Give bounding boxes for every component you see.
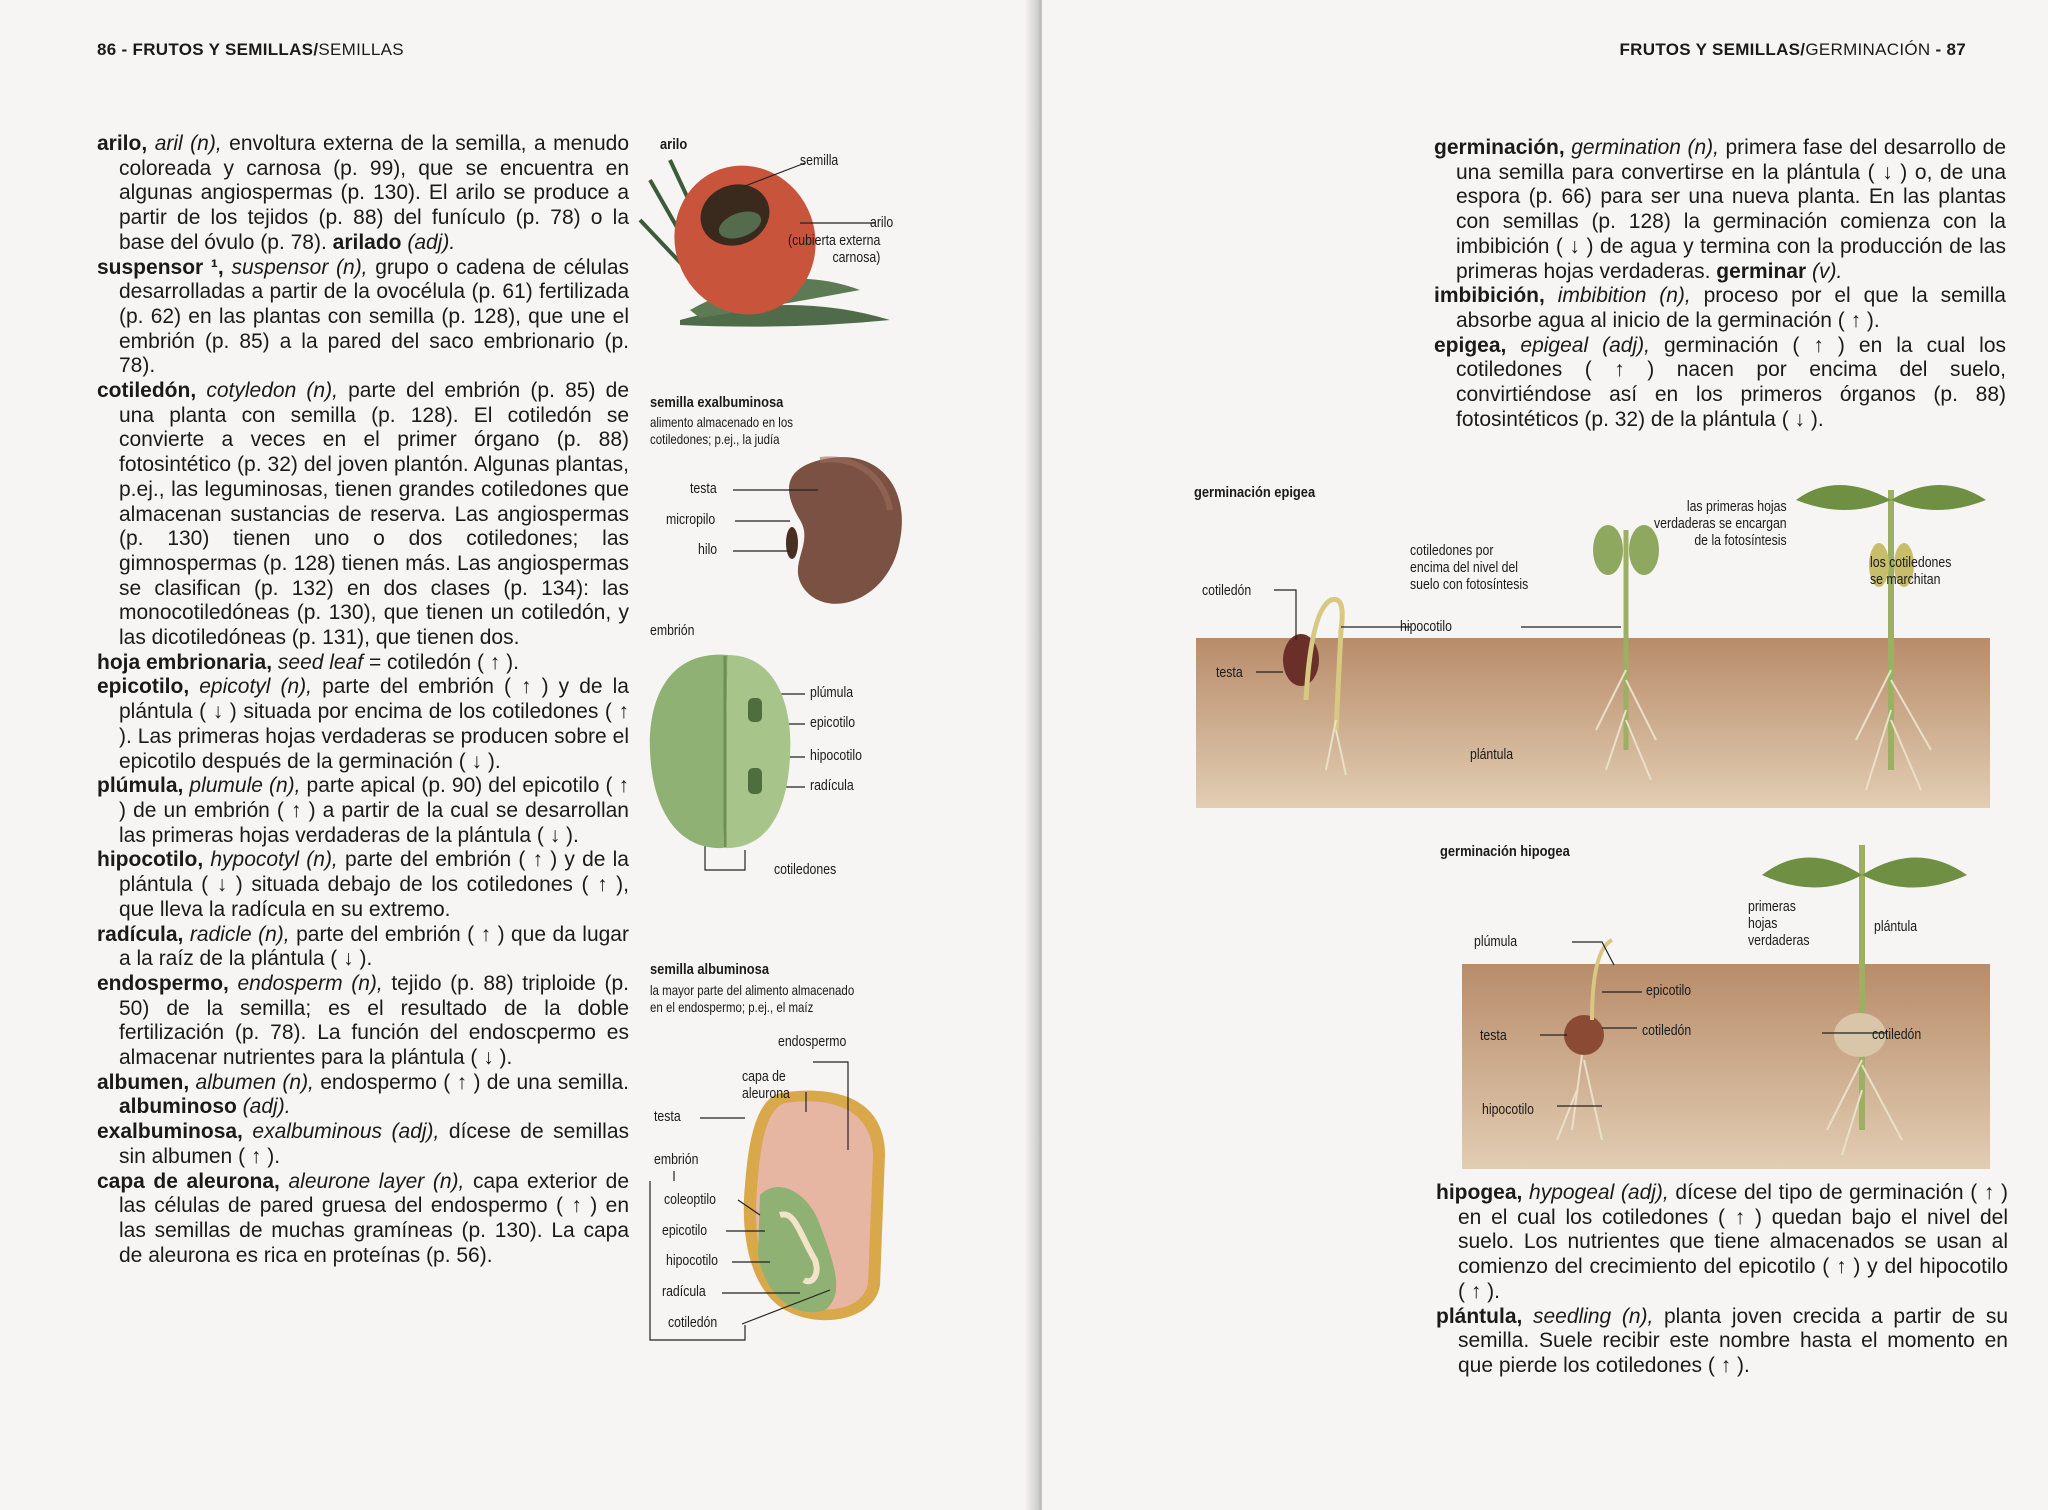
label-testa: testa bbox=[690, 480, 717, 497]
entry-term: suspensor ¹, bbox=[97, 255, 224, 279]
label-hipogea-hipocotilo: hipocotilo bbox=[1482, 1101, 1534, 1118]
running-head-left: 86 - FRUTOS Y SEMILLAS/SEMILLAS bbox=[97, 40, 404, 59]
entry-english-term: exalbuminous (adj), bbox=[252, 1120, 440, 1144]
label-cotiledon-maiz: cotiledón bbox=[668, 1314, 718, 1331]
glossary-entry bbox=[1434, 284, 2006, 333]
fig-albuminosa-title: semilla albuminosa bbox=[650, 961, 770, 978]
label-hipogea-cotiledon: cotiledón bbox=[1642, 1022, 1692, 1039]
fig-albuminosa-caption: la mayor parte del alimento almacenado en el endospermo; p.ej., el maíz bbox=[650, 982, 855, 1015]
fig-exalbuminosa-caption: alimento almacenado en los cotiledones; p.ej., la judía bbox=[650, 414, 793, 447]
label-epigea-primeras-hojas: las primeras hojas verdaderas se encargan de la fotosíntesis bbox=[1654, 498, 1787, 549]
entry-term: endospermo, bbox=[97, 971, 229, 995]
entry-derived-term: germinar bbox=[1716, 259, 1807, 283]
label-hipogea-primeras-hojas: primeras hojas verdaderas bbox=[1748, 898, 1810, 949]
label-embrion-maiz: embrión bbox=[654, 1151, 699, 1168]
subsection-title: SEMILLAS bbox=[318, 40, 404, 59]
label-epigea-cotiledon: cotiledón bbox=[1202, 582, 1252, 599]
entry-definition: proceso por el que la semilla absorbe agua al inicio de la germinación ( ↑ ). bbox=[1456, 284, 2006, 332]
entry-definition: = cotiledón ( ↑ ). bbox=[363, 650, 519, 674]
entry-definition: parte del embrión (p. 85) de una planta con semilla (p. 128). El cotiledón se convierte a veces en el primer órgano (p. 88) fotosintético (p. 32) del joven plantón. Algunas plantas, p.ej., las leguminosas, tienen grandes cotiledones que almacenan sustancias de reserva. Las angiospermas (p. 130) tienen uno o dos cotiledones; las gimnospermas (p. 128) tienen más. Las angiospermas se clasifican (p. 132) en dos clases (p. 134): las monocotiledóneas (p. 130), que tienen un cotiledón, y las dicotiledóneas (p. 131), que tienen dos. bbox=[119, 379, 629, 650]
entry-english-term: aleurone layer (n), bbox=[288, 1169, 465, 1193]
entry-english-term: hypocotyl (n), bbox=[210, 848, 338, 872]
entry-definition: tejido (p. 88) triploide (p. 50) de la semilla; es el resultado de la doble fertilización (p. 78). La función del endoscpermo es almacenar nutrientes para la plántula ( ↓ ). bbox=[119, 971, 629, 1070]
entry-english-term: seedling (n), bbox=[1532, 1304, 1654, 1328]
glossary-column-right-bottom bbox=[1436, 1181, 2008, 1379]
right-page bbox=[1042, 0, 2048, 1510]
label-hipogea-plumula: plúmula bbox=[1474, 933, 1518, 950]
entry-derived-pos: (adj). bbox=[401, 230, 456, 254]
label-radicula-maiz: radícula bbox=[662, 1283, 706, 1300]
entry-english-term: seed leaf bbox=[277, 650, 364, 674]
label-arilo-note: (cubierta externa carnosa) bbox=[788, 232, 881, 266]
fig-exalbuminosa-title: semilla exalbuminosa bbox=[650, 394, 784, 411]
glossary-entry bbox=[1434, 136, 2006, 284]
label-cotiledones: cotiledones bbox=[774, 861, 837, 878]
label-arilo: arilo bbox=[870, 214, 894, 231]
entry-english-term: suspensor (n), bbox=[231, 255, 368, 279]
entry-definition: parte del embrión ( ↑ ) que da lugar a la raíz de la plántula ( ↓ ). bbox=[119, 922, 629, 971]
entry-definition: parte apical (p. 90) del epicotilo ( ↑ ) de un embrión ( ↑ ) a partir de la cual se desarrollan las primeras hojas verdaderas de la plántula ( ↓ ). bbox=[119, 774, 629, 847]
label-hipocotilo: hipocotilo bbox=[810, 747, 862, 764]
glossary-entry bbox=[1434, 334, 2006, 433]
entry-definition: envoltura externa de la semilla, a menudo coloreada y carnosa (p. 99), que se encuentra en algunas angiospermas (p. 130). El arilo se produce a partir de los tejidos (p. 88) del funículo (p. 78) o la base del óvulo (p. 78). bbox=[119, 132, 629, 254]
subsection-title-right: GERMINACIÓN bbox=[1805, 40, 1931, 59]
entry-english-term: imbibition (n), bbox=[1557, 284, 1691, 308]
label-embrion: embrión bbox=[650, 622, 695, 639]
fig-hipogea-title: germinación hipogea bbox=[1440, 843, 1570, 860]
label-epigea-cotiledones-encima: cotiledones por encima del nivel del suelo con fotosíntesis bbox=[1410, 542, 1529, 593]
label-hipogea-testa: testa bbox=[1480, 1027, 1507, 1044]
page-number: 86 bbox=[97, 40, 117, 59]
entry-definition: grupo o cadena de células desarrolladas a partir de la ovocélula (p. 61) fertilizada (p. 62) en las plantas con semilla (p. 128), que une el embrión (p. 85) a la pared del saco embrionario (p. 78). bbox=[119, 255, 630, 378]
label-epigea-marchitan: los cotiledones se marchitan bbox=[1870, 554, 1952, 588]
entry-term: hipocotilo, bbox=[97, 848, 204, 872]
entry-definition: parte del embrión ( ↑ ) y de la plántula ( ↓ ) situada por encima de los cotiledones ( ↑ ). Las primeras hojas verdaderas se producen sobre el epicotilo después de la germinación ( ↓ ). bbox=[119, 675, 629, 773]
entry-term: hipogea, bbox=[1436, 1181, 1523, 1204]
entry-derived-pos: (v). bbox=[1806, 259, 1843, 283]
label-hipogea-plantula: plántula bbox=[1874, 918, 1918, 935]
entry-definition: parte del embrión ( ↑ ) y de la plántula ( ↓ ) situada debajo de los cotiledones ( ↑ ), que lleva la radícula en su extremo. bbox=[119, 848, 629, 921]
fig-epigea-title: germinación epigea bbox=[1194, 484, 1316, 501]
page-number-right: 87 bbox=[1946, 40, 1966, 59]
label-epigea-hipocotilo: hipocotilo bbox=[1400, 618, 1452, 635]
label-testa-maiz: testa bbox=[654, 1108, 681, 1125]
label-hilo: hilo bbox=[698, 541, 718, 558]
entry-derived-pos: (adj). bbox=[236, 1095, 291, 1119]
entry-english-term: germination (n), bbox=[1571, 136, 1719, 159]
entry-definition: capa exterior de las células de pared gruesa del endospermo ( ↑ ) en las semillas de muchas gramíneas (p. 130). La capa de aleurona es rica en proteínas (p. 56). bbox=[119, 1169, 630, 1267]
entry-term: epicotilo, bbox=[97, 675, 190, 699]
glossary-entry bbox=[1436, 1181, 2008, 1305]
entry-english-term: radicle (n), bbox=[189, 922, 290, 946]
label-hipogea-epicotilo: epicotilo bbox=[1646, 982, 1692, 999]
entry-english-term: hypogeal (adj), bbox=[1529, 1181, 1669, 1204]
entry-derived-term: arilado bbox=[332, 230, 402, 254]
label-epicotilo-maiz: epicotilo bbox=[662, 1222, 708, 1239]
entry-definition: dícese de semillas sin albumen ( ↑ ). bbox=[119, 1120, 630, 1168]
glossary-entry bbox=[1436, 1305, 2008, 1379]
entry-term: capa de aleurona, bbox=[97, 1169, 280, 1193]
label-coleoptilo: coleoptilo bbox=[664, 1191, 716, 1208]
entry-term: arilo, bbox=[97, 132, 148, 155]
entry-term: hoja embrionaria, bbox=[97, 650, 273, 674]
label-semilla: semilla bbox=[800, 152, 839, 169]
label-capa-aleurona: capa de aleurona bbox=[742, 1068, 790, 1102]
entry-english-term: plumule (n), bbox=[189, 774, 301, 798]
label-endospermo: endospermo bbox=[778, 1033, 847, 1050]
entry-term: albumen, bbox=[97, 1070, 190, 1094]
label-epigea-testa: testa bbox=[1216, 664, 1243, 681]
label-epicotilo: epicotilo bbox=[810, 714, 856, 731]
entry-english-term: epigeal (adj), bbox=[1520, 333, 1650, 357]
entry-english-term: epicotyl (n), bbox=[199, 675, 313, 699]
label-radicula: radícula bbox=[810, 777, 854, 794]
fig-arilo-title: arilo bbox=[660, 136, 688, 153]
entry-english-term: cotyledon (n), bbox=[206, 379, 338, 403]
running-head-right: FRUTOS Y SEMILLAS/GERMINACIÓN - 87 bbox=[1619, 40, 1966, 59]
hypogeal-germination-illustration bbox=[1462, 840, 1992, 1170]
entry-term: epigea, bbox=[1434, 333, 1507, 357]
label-hipogea-cotiledon-2: cotiledón bbox=[1872, 1026, 1922, 1043]
entry-definition: planta joven crecida a partir de su semilla. Suele recibir este nombre hasta el momento en que pierde los cotiledones ( ↑ ). bbox=[1458, 1304, 2008, 1377]
entry-term: germinación, bbox=[1434, 136, 1565, 159]
epigeal-germination-illustration bbox=[1196, 470, 1990, 810]
entry-definition: primera fase del desarrollo de una semilla para convertirse en la plántula ( ↓ ) o, de una espora (p. 66) para ser una nueva planta. En las plantas con semillas (p. 128) la germinación comienza con la imbibición ( ↓ ) de agua y termina con la producción de las primeras hojas verdaderas. bbox=[1456, 136, 2006, 283]
entry-term: plántula, bbox=[1436, 1304, 1523, 1328]
section-title: FRUTOS Y SEMILLAS bbox=[132, 40, 314, 59]
entry-english-term: albumen (n), bbox=[195, 1070, 314, 1094]
label-micropilo: micropilo bbox=[666, 511, 716, 528]
entry-term: plúmula, bbox=[97, 774, 184, 798]
entry-term: radícula, bbox=[97, 922, 184, 946]
entry-english-term: endosperm (n), bbox=[237, 971, 383, 995]
label-hipocotilo-maiz: hipocotilo bbox=[666, 1252, 718, 1269]
entry-term: exalbuminosa, bbox=[97, 1120, 243, 1144]
entry-derived-term: albuminoso bbox=[119, 1095, 237, 1119]
glossary-column-right-top bbox=[1434, 136, 2006, 432]
entry-definition: dícese del tipo de germinación ( ↑ ) en el cual los cotiledones ( ↑ ) quedan bajo el nivel del suelo. Los nutrientes que tiene almacenados se usan al comienzo del crecimiento del epicotilo ( ↑ ) y del hipocotilo ( ↑ ). bbox=[1458, 1181, 2009, 1303]
entry-definition: endospermo ( ↑ ) de una semilla. bbox=[313, 1070, 629, 1094]
entry-definition: germinación ( ↑ ) en la cual los cotiledones ( ↑ ) nacen por encima del suelo, convirtiéndose así en los primeros órganos (p. 88) fotosintéticos (p. 32) de la plántula ( ↓ ). bbox=[1456, 333, 2006, 431]
label-plumula: plúmula bbox=[810, 684, 854, 701]
label-epigea-plantula: plántula bbox=[1470, 746, 1514, 763]
entry-english-term: aril (n), bbox=[154, 132, 222, 155]
section-title-right: FRUTOS Y SEMILLAS bbox=[1619, 40, 1801, 59]
entry-term: imbibición, bbox=[1434, 284, 1545, 308]
entry-term: cotiledón, bbox=[97, 379, 197, 403]
